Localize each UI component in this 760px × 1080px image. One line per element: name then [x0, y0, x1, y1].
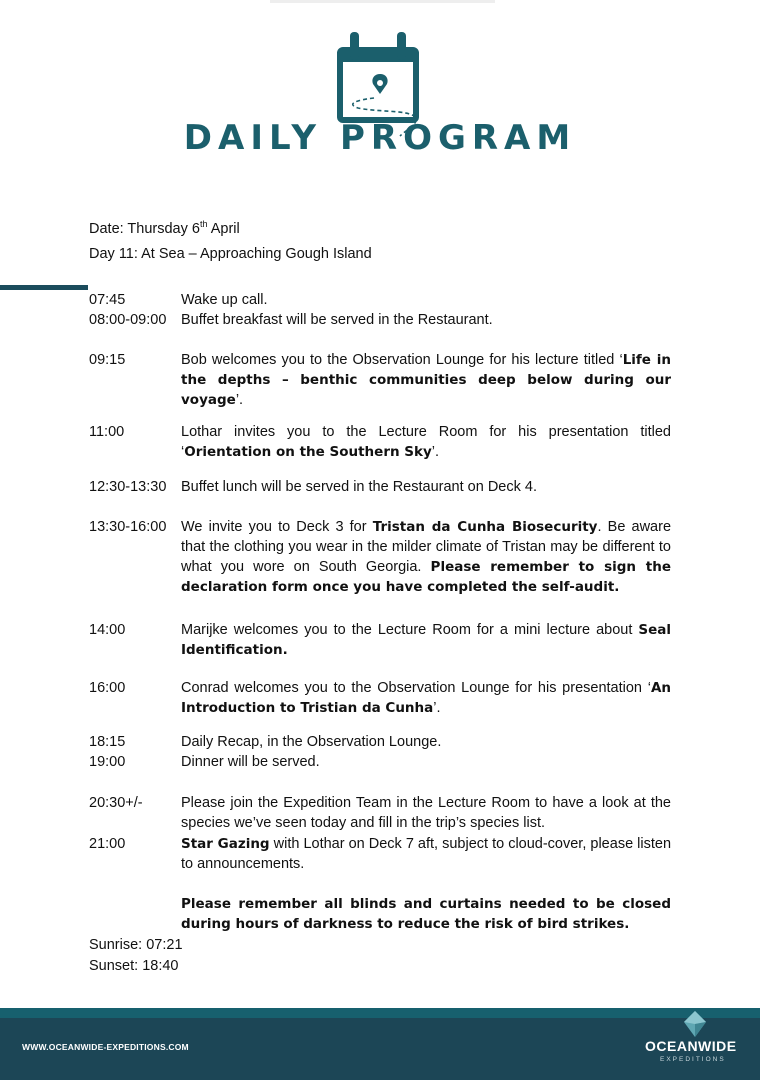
brand-name: OCEANWIDE — [645, 1038, 737, 1054]
safety-note: Please remember all blinds and curtains needed to be closed during hours of darkness to reduce the risk of bird strikes. — [181, 896, 671, 932]
day-line: Day 11: At Sea – Approaching Gough Island — [89, 246, 372, 262]
sunrise-text: Sunrise: 07:21 — [89, 937, 183, 953]
brand-subtitle: EXPEDITIONS — [660, 1056, 726, 1063]
diamond-icon — [683, 1010, 707, 1038]
top-divider — [270, 0, 495, 3]
page-title: DAILY PROGRAM — [183, 118, 577, 158]
sunset-text: Sunset: 18:40 — [89, 958, 179, 974]
date-line: Date: Thursday 6th April — [89, 219, 240, 237]
website-link[interactable]: WWW.OCEANWIDE-EXPEDITIONS.COM — [22, 1042, 189, 1052]
accent-bar — [0, 285, 88, 290]
brand-logo — [640, 1008, 750, 1080]
